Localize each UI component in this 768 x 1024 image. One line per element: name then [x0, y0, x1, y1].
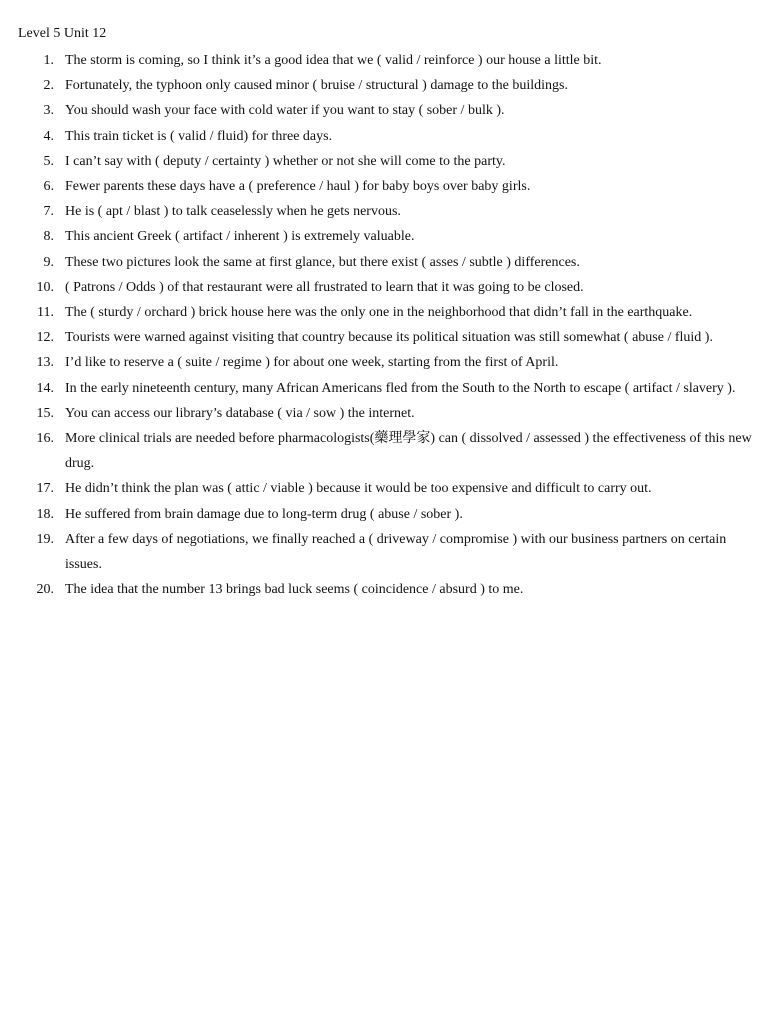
- question-number: 4.: [43, 128, 54, 144]
- question-number: 6.: [43, 179, 54, 195]
- question-number: 12.: [36, 330, 54, 346]
- question-item: [0, 224, 768, 249]
- question-text: You can access our library’s database ( via / sow ) the internet.: [65, 405, 415, 421]
- question-item: [0, 577, 768, 602]
- question-item: [0, 73, 768, 98]
- question-number: 18.: [36, 506, 54, 522]
- question-number: 19.: [36, 531, 54, 547]
- question-item: [0, 350, 768, 375]
- question-text: The idea that the number 13 brings bad luck seems ( coincidence / absurd ) to me.: [65, 582, 524, 598]
- question-text: These two pictures look the same at first glance, but there exist ( asses / subtle ) differences.: [65, 254, 580, 270]
- question-number: 5.: [43, 153, 54, 169]
- question-text: He didn’t think the plan was ( attic / viable ) because it would be too expensive and difficult to carry out.: [65, 481, 652, 497]
- question-text: Fewer parents these days have a ( preference / haul ) for baby boys over baby girls.: [65, 179, 531, 195]
- question-number: 3.: [43, 103, 54, 119]
- question-text: The storm is coming, so I think it’s a good idea that we ( valid / reinforce ) our house a little bit.: [65, 53, 602, 68]
- question-item: [0, 476, 768, 501]
- question-text: This train ticket is ( valid / fluid) for three days.: [65, 128, 333, 144]
- question-number: 17.: [36, 481, 54, 497]
- question-text: He suffered from brain damage due to long-term drug ( abuse / sober ).: [65, 506, 463, 522]
- question-item: [0, 376, 768, 401]
- question-item: [0, 48, 768, 73]
- question-text: He is ( apt / blast ) to talk ceaselessly when he gets nervous.: [65, 204, 401, 220]
- question-number: 10.: [36, 279, 54, 295]
- question-text: You should wash your face with cold water if you want to stay ( sober / bulk ).: [65, 103, 505, 119]
- question-number: 1.: [43, 53, 54, 68]
- question-text: ( Patrons / Odds ) of that restaurant were all frustrated to learn that it was going to be closed.: [65, 279, 584, 295]
- question-text: The ( sturdy / orchard ) brick house here was the only one in the neighborhood that didn’t fall in the earthquake.: [65, 305, 693, 321]
- question-item: [0, 199, 768, 224]
- question-number: 13.: [36, 355, 54, 371]
- question-item: [0, 149, 768, 174]
- document-title: Level 5 Unit 12: [18, 26, 107, 41]
- question-item: [0, 174, 768, 199]
- question-number: 11.: [37, 305, 54, 321]
- question-text: I can’t say with ( deputy / certainty ) whether or not she will come to the party.: [65, 153, 506, 169]
- question-number: 16.: [36, 431, 54, 447]
- question-number: 14.: [36, 380, 54, 396]
- question-number: 15.: [36, 405, 54, 421]
- question-number: 20.: [36, 582, 54, 598]
- question-item: [0, 250, 768, 275]
- question-text: Tourists were warned against visiting that country because its political situation was still somewhat ( abuse / fluid ).: [65, 330, 713, 346]
- question-number: 2.: [43, 78, 54, 94]
- question-text: This ancient Greek ( artifact / inherent ) is extremely valuable.: [65, 229, 415, 245]
- question-item: [0, 98, 768, 123]
- question-item: [0, 527, 768, 577]
- question-number: 8.: [43, 229, 54, 245]
- question-number: 7.: [43, 204, 54, 220]
- question-item: [0, 300, 768, 325]
- question-item: [0, 124, 768, 149]
- question-item: [0, 275, 768, 300]
- question-item: [0, 401, 768, 426]
- question-item: [0, 325, 768, 350]
- question-item: [0, 502, 768, 527]
- question-list: [0, 48, 768, 602]
- question-number: 9.: [43, 254, 54, 270]
- question-text: I’d like to reserve a ( suite / regime ) for about one week, starting from the first of April.: [65, 355, 559, 371]
- question-item: [0, 426, 768, 476]
- question-text: Fortunately, the typhoon only caused minor ( bruise / structural ) damage to the buildings.: [65, 78, 568, 94]
- question-text: More clinical trials are needed before pharmacologists(藥理學家) can ( dissolved / assessed ) the effectiveness of this new drug.: [65, 431, 752, 472]
- question-text: In the early nineteenth century, many African Americans fled from the South to the North to escape ( artifact / slavery ).: [65, 380, 736, 396]
- question-text: After a few days of negotiations, we finally reached a ( driveway / compromise ) with our business partners on certain issues.: [65, 531, 727, 573]
